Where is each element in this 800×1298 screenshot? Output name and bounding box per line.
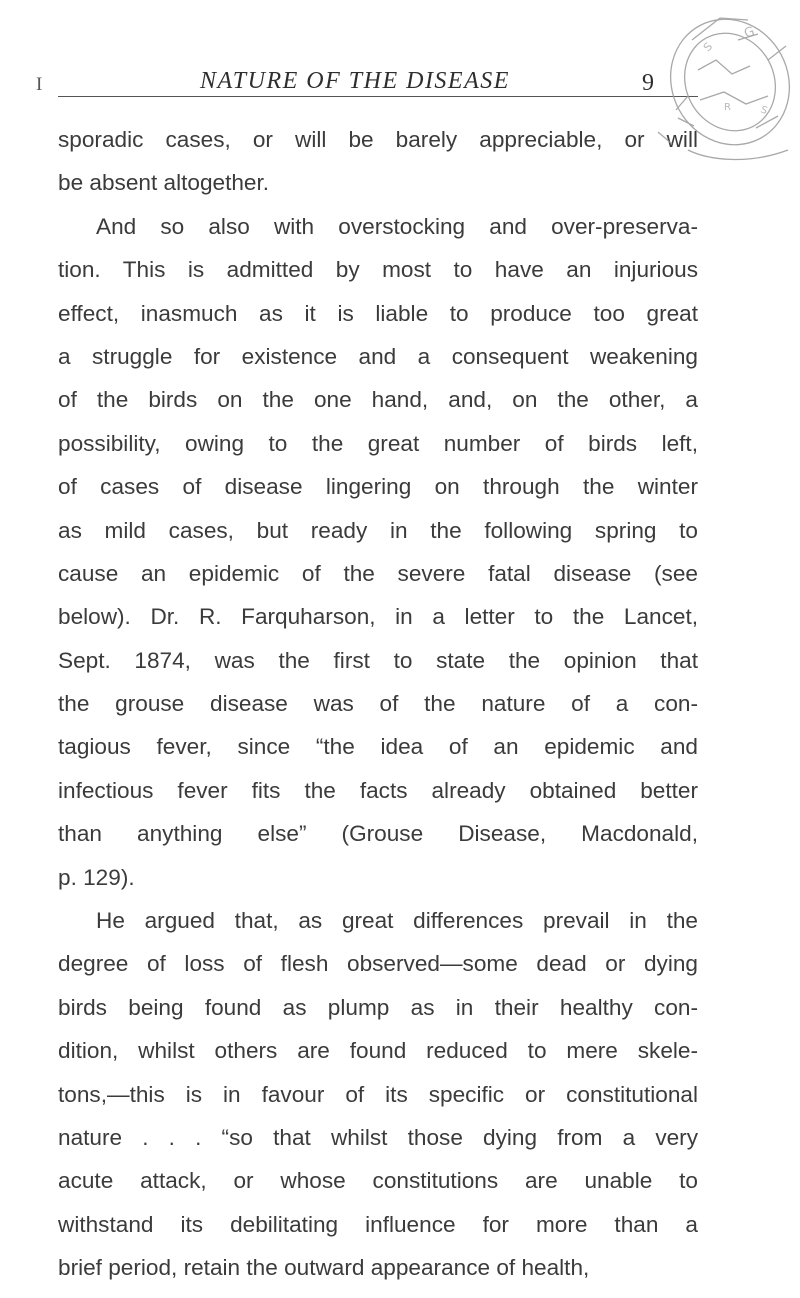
svg-text:S: S bbox=[700, 39, 716, 55]
library-stamp-icon bbox=[628, 0, 800, 190]
text-line: degree of loss of flesh observed—some dead or dying bbox=[58, 951, 698, 977]
text-line: sporadic cases, or will be barely appreciable, or will bbox=[58, 127, 698, 152]
text-line: effect, inasmuch as it is liable to produce too great bbox=[58, 300, 698, 326]
text-line: Sept. 1874, was the first to state the opinion that bbox=[58, 647, 698, 673]
text-line: nature . . . “so that whilst those dying from a very bbox=[58, 1124, 698, 1150]
text-line: dition, whilst others are found reduced to mere skele- bbox=[58, 1038, 698, 1064]
text-line: brief period, retain the outward appearance of health, bbox=[58, 1255, 590, 1281]
header-rule bbox=[58, 96, 698, 97]
text-line: p. 129). bbox=[58, 864, 135, 890]
text-line: And so also with overstocking and over-preserva- bbox=[96, 213, 698, 239]
text-line: tons,—this is in favour of its specific or constitutional bbox=[58, 1081, 698, 1107]
text-line: of cases of disease lingering on through the winter bbox=[58, 474, 698, 500]
text-line: tagious fever, since “the idea of an epidemic and bbox=[58, 734, 698, 760]
text-line: birds being found as plump as in their healthy con- bbox=[58, 994, 698, 1020]
text-line: be absent altogether. bbox=[58, 170, 270, 196]
svg-text:R: R bbox=[724, 102, 731, 113]
body-text bbox=[58, 118, 698, 1290]
text-line: acute attack, or whose constitutions are unable to bbox=[58, 1168, 698, 1194]
running-title: NATURE OF THE DISEASE bbox=[200, 68, 510, 94]
text-line: of the birds on the one hand, and, on the other, a bbox=[58, 387, 698, 413]
svg-text:S: S bbox=[758, 104, 769, 117]
text-line: than anything else” (Grouse Disease, Macdonald, bbox=[58, 821, 698, 847]
text-line: withstand its debilitating influence for more than a bbox=[58, 1211, 698, 1237]
svg-text:G: G bbox=[742, 24, 757, 42]
page-number: 9 bbox=[642, 70, 654, 96]
text-line: possibility, owing to the great number of birds left, bbox=[58, 430, 698, 456]
text-line: tion. This is admitted by most to have an injurious bbox=[58, 257, 698, 283]
chapter-number: I bbox=[36, 74, 43, 95]
text-line: as mild cases, but ready in the following spring to bbox=[58, 517, 698, 543]
text-line: the grouse disease was of the nature of a con- bbox=[58, 691, 698, 717]
text-line: cause an epidemic of the severe fatal disease (see bbox=[58, 560, 698, 586]
text-line: infectious fever fits the facts already obtained better bbox=[58, 777, 698, 803]
text-line: He argued that, as great differences prevail in the bbox=[96, 908, 698, 934]
text-line: below). Dr. R. Farquharson, in a letter to the Lancet, bbox=[58, 604, 698, 630]
text-line: a struggle for existence and a consequent weakening bbox=[58, 343, 698, 369]
